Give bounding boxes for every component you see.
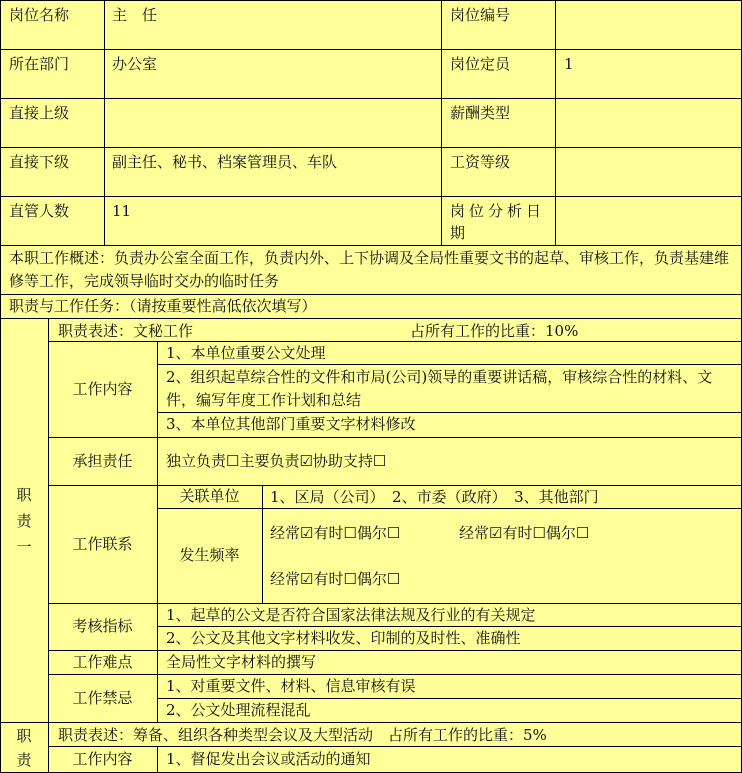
duty2-side-label [0, 722, 48, 773]
label-position-name: 岗位名称 [9, 6, 70, 24]
duty2-work-content-label: 工作内容 [72, 749, 133, 768]
value-department: 办公室 [112, 55, 158, 73]
duty2-side-char: 职 [16, 726, 32, 745]
duty2-side-char: 责 [16, 750, 32, 769]
duty1-frequency-label: 发生频率 [179, 546, 240, 564]
value-direct-superior [106, 100, 440, 146]
label-direct-superior: 直接上级 [9, 104, 70, 122]
duty1-responsibility-value: 独立负责☐主要负责☑协助支持☐ [166, 451, 387, 470]
value-headcount: 1 [564, 55, 574, 73]
value-analysis-date [558, 198, 740, 244]
duty1-frequency-value: 经常☑有时☐偶尔☐ [270, 524, 401, 542]
label-headcount: 岗位定员 [450, 55, 511, 73]
duty1-work-content-item: 2、组织起草综合性的文件和市局(公司)领导的重要讲话稿，审核综合性的材料、文件，编写年度工作计划和总结 [166, 368, 713, 409]
label-direct-subordinates: 直接下级 [9, 153, 70, 171]
duty1-frequency-value: 经常☑有时☐偶尔☐ [459, 524, 590, 542]
label-department: 所在部门 [9, 55, 70, 73]
duty1-side-char: 责 [16, 511, 32, 530]
duty1-work-content-item: 1、本单位重要公文处理 [166, 344, 326, 362]
tasks-header: 职责与工作任务：（请按重要性高低依次填写） [9, 297, 317, 315]
value-direct-reports: 11 [112, 202, 132, 220]
duty1-side-char: 职 [16, 485, 32, 504]
duty1-taboo-item: 1、对重要文件、材料、信息审核有误 [166, 677, 416, 695]
duty1-side-label [0, 319, 48, 722]
duty1-difficulty-value: 全局性文字材料的撰写 [166, 653, 317, 671]
duty1-kpi-item: 2、公文及其他文字材料收发、印制的及时性、准确性 [166, 629, 521, 647]
job-overview: 本职工作概述：负责办公室全面工作，负责内外、上下协调及全局性重要文书的起草、审核工作，负责基建维修等工作，完成领导临时交办的临时任务 [9, 249, 730, 290]
duty1-weight: 占所有工作的比重：10% [410, 322, 579, 340]
label-pay-grade: 工资等级 [450, 153, 511, 171]
label-salary-type: 薪酬类型 [450, 104, 511, 122]
duty1-frequency-value: 经常☑有时☐偶尔☐ [270, 570, 401, 588]
duty1-work-content-item: 3、本单位其他部门重要文字材料修改 [166, 415, 416, 433]
duty1-kpi-label: 考核指标 [72, 617, 133, 635]
duty1-description: 职责表述：文秘工作 [58, 322, 194, 340]
duty2-description: 职责表述：筹备、组织各种类型会议及大型活动 占所有工作的比重：5% [58, 726, 547, 744]
value-position-code [558, 2, 740, 48]
duty1-side-char: 一 [16, 537, 32, 556]
value-direct-subordinates: 副主任、秘书、档案管理员、车队 [112, 153, 338, 171]
duty1-kpi-item: 1、起草的公文是否符合国家法律法规及行业的有关规定 [166, 606, 536, 624]
duty1-responsibility-label: 承担责任 [72, 451, 133, 470]
label-direct-reports: 直管人数 [9, 202, 70, 220]
label-analysis-date: 岗位分析日期 [450, 202, 546, 242]
duty1-difficulty-label: 工作难点 [72, 652, 133, 671]
value-position-name: 主 任 [112, 6, 158, 24]
duty1-related-units-value: 1、区局（公司） 2、市委（政府） 3、其他部门 [270, 488, 599, 506]
duty1-taboo-item: 2、公文处理流程混乱 [166, 701, 311, 719]
label-position-code: 岗位编号 [450, 6, 511, 24]
value-pay-grade [558, 149, 740, 195]
duty1-related-units-label: 关联单位 [179, 487, 240, 505]
duty2-work-content-item: 1、督促发出会议或活动的通知 [166, 750, 371, 768]
duty1-contact-label: 工作联系 [72, 534, 133, 553]
duty1-work-content-label: 工作内容 [72, 379, 133, 398]
duty1-taboo-label: 工作禁忌 [72, 688, 133, 707]
value-salary-type [558, 100, 740, 146]
